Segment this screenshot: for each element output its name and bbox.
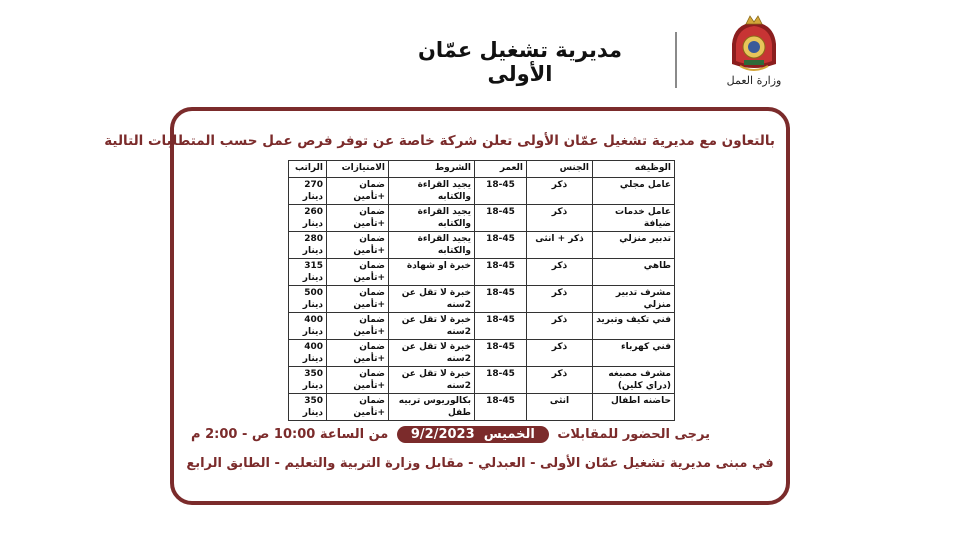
cell-benefits: ضمان +تأمين — [327, 340, 389, 367]
header-gender: الجنس — [527, 161, 593, 178]
cell-job: حاضنه اطفال — [593, 394, 675, 421]
cell-conditions: خبرة لا تقل عن 2سنه — [389, 313, 475, 340]
cell-gender: ذكر — [527, 286, 593, 313]
cell-job: طاهي — [593, 259, 675, 286]
announcement-intro: بالتعاون مع مديرية تشغيل عمّان الأولى تعلن شركة خاصة عن توفر فرص عمل حسب المتطلبات التالية — [104, 133, 775, 149]
cell-conditions: خبرة لا تقل عن 2سنه — [389, 340, 475, 367]
table-row — [289, 205, 675, 232]
cell-gender: ذكر — [527, 259, 593, 286]
cell-job: مشرف مصبغه (دراي كلين) — [593, 367, 675, 394]
appointment-date: 9/2/2023 — [410, 427, 475, 442]
cell-age: 18-45 — [475, 394, 527, 421]
cell-job: تدبير منزلي — [593, 232, 675, 259]
cell-salary: 400 دينار — [289, 340, 327, 367]
table-header-row — [289, 161, 675, 178]
cell-benefits: ضمان +تأمين — [327, 286, 389, 313]
cell-gender: ذكر — [527, 313, 593, 340]
appointment-prefix: يرجى الحضور للمقابلات — [557, 427, 710, 442]
header-age: العمر — [475, 161, 527, 178]
cell-job: عامل مجلي — [593, 178, 675, 205]
cell-age: 18-45 — [475, 367, 527, 394]
cell-salary: 270 دينار — [289, 178, 327, 205]
table-row — [289, 340, 675, 367]
cell-benefits: ضمان +تأمين — [327, 259, 389, 286]
cell-salary: 400 دينار — [289, 313, 327, 340]
cell-age: 18-45 — [475, 178, 527, 205]
cell-conditions: يجيد القراءة والكتابه — [389, 205, 475, 232]
header-job: الوظيفه — [593, 161, 675, 178]
cell-conditions: يجيد القراءة والكتابه — [389, 232, 475, 259]
cell-conditions: خبرة او شهادة — [389, 259, 475, 286]
cell-age: 18-45 — [475, 313, 527, 340]
cell-job: فني تكيف وتبريد — [593, 313, 675, 340]
page-header — [0, 0, 960, 100]
cell-gender: ذكر — [527, 367, 593, 394]
cell-age: 18-45 — [475, 205, 527, 232]
header-benefits: الامتيازات — [327, 161, 389, 178]
cell-age: 18-45 — [475, 286, 527, 313]
cell-benefits: ضمان +تأمين — [327, 205, 389, 232]
ministry-label: وزارة العمل — [726, 74, 782, 87]
cell-salary: 500 دينار — [289, 286, 327, 313]
appointment-time: من الساعة 10:00 ص - 2:00 م — [191, 427, 389, 442]
table-row — [289, 286, 675, 313]
cell-salary: 260 دينار — [289, 205, 327, 232]
cell-age: 18-45 — [475, 259, 527, 286]
cell-job: مشرف تدبير منزلي — [593, 286, 675, 313]
coat-of-arms-icon — [722, 14, 786, 78]
cell-gender: انثى — [527, 394, 593, 421]
jobs-table — [288, 160, 675, 421]
table-row — [289, 232, 675, 259]
cell-benefits: ضمان +تأمين — [327, 232, 389, 259]
table-row — [289, 259, 675, 286]
header-conditions: الشروط — [389, 161, 475, 178]
appointment-day: الخميس — [483, 427, 535, 442]
appointment-date-badge — [397, 426, 549, 443]
interview-address: في مبنى مديرية تشغيل عمّان الأولى - العبدلي - مقابل وزارة التربية والتعليم - الطابق الرابع — [186, 456, 774, 471]
cell-gender: ذكر — [527, 178, 593, 205]
cell-conditions: خبرة لا تقل عن 2سنه — [389, 367, 475, 394]
cell-benefits: ضمان +تأمين — [327, 178, 389, 205]
interview-appointment — [191, 426, 710, 443]
cell-job: عامل خدمات ضيافة — [593, 205, 675, 232]
cell-salary: 350 دينار — [289, 394, 327, 421]
header-salary: الراتب — [289, 161, 327, 178]
header-divider — [675, 32, 677, 88]
cell-salary: 315 دينار — [289, 259, 327, 286]
cell-gender: ذكر — [527, 340, 593, 367]
cell-salary: 350 دينار — [289, 367, 327, 394]
table-row — [289, 313, 675, 340]
cell-gender: ذكر + انثى — [527, 232, 593, 259]
table-row — [289, 178, 675, 205]
page-title: مديرية تشغيل عمّان الأولى — [418, 38, 622, 86]
cell-benefits: ضمان +تأمين — [327, 367, 389, 394]
cell-salary: 280 دينار — [289, 232, 327, 259]
cell-job: فني كهرباء — [593, 340, 675, 367]
cell-conditions: بكالوريوس تربيه طفل — [389, 394, 475, 421]
cell-age: 18-45 — [475, 340, 527, 367]
table-row — [289, 394, 675, 421]
cell-gender: ذكر — [527, 205, 593, 232]
cell-benefits: ضمان +تأمين — [327, 394, 389, 421]
cell-age: 18-45 — [475, 232, 527, 259]
cell-conditions: خبرة لا تقل عن 2سنه — [389, 286, 475, 313]
cell-conditions: يجيد القراءة والكتابه — [389, 178, 475, 205]
cell-benefits: ضمان +تأمين — [327, 313, 389, 340]
table-row — [289, 367, 675, 394]
